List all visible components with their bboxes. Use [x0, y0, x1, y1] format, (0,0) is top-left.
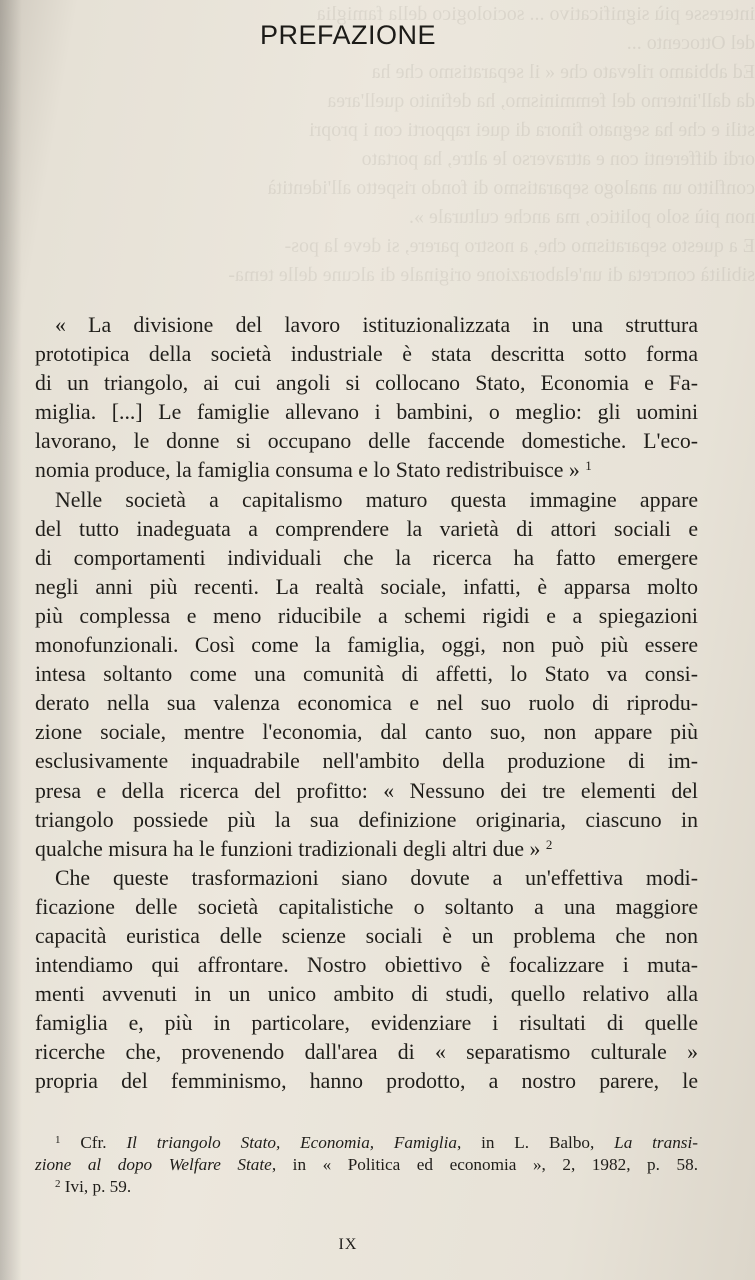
text-line: « La divisione del lavoro istituzionalizzata in una struttura — [55, 313, 698, 337]
footnotes — [35, 1132, 698, 1199]
footnote-ref-2[interactable]: 2 — [545, 836, 553, 852]
footnote-text: , in L. Balbo, — [456, 1133, 615, 1152]
footnote-1-line — [35, 1132, 698, 1154]
footnote-title: Il triangolo Stato, Economia, Famiglia — [126, 1133, 457, 1152]
text-line: lavorano, le donne si occupano delle faccende domestiche. L'eco- — [35, 429, 698, 454]
text-line: capacità euristica delle scienze sociali è un problema che non — [35, 923, 698, 948]
page-title: PREFAZIONE — [259, 20, 437, 50]
footnote-2-line — [35, 1176, 698, 1198]
text-line-content: nomia produce, la famiglia consuma e lo Stato redistribuisce » — [35, 458, 586, 483]
text-line: presa e della ricerca del profitto: « Nessuno dei tre elementi del — [35, 778, 698, 803]
text-line-content: qualche misura ha le funzioni tradizionali degli altri due » — [35, 836, 546, 861]
text-line: Nelle società a capitalismo maturo questa immagine appare — [55, 487, 698, 512]
text-line: Che queste trasformazioni siano dovute a un'effettiva modi- — [55, 865, 698, 890]
paragraph-2 — [35, 486, 698, 864]
text-line: derato nella sua valenza economica e nel suo ruolo di riprodu- — [35, 691, 698, 716]
footnote-title: La transi- — [614, 1133, 698, 1152]
text-line — [35, 456, 698, 485]
bleed-through-text: interesse più significativo ... sociologico della famiglia del Ottocento ... Ed abbiamo rilevato che « il separatismo che ha da dall'interno del femminismo, ha definito quell'area stili e che ha segnato finora di quei rapporti con i propri ordi differenti con e attraverso le altre, ha portato conflitto un analogo separatismo di fondo rispetto all'identità non più solo politico, ma anche culturale ». E a questo separatismo che, a nostro parere, si deve la pos- sibilità concreta di un'elaborazione originale di alcune delle tema- — [228, 3, 755, 286]
text-line: intesa soltanto come una comunità di affetti, lo Stato va consi- — [35, 662, 698, 687]
footnote-ref-1[interactable]: 1 — [585, 458, 592, 474]
footnote-1-line — [35, 1154, 698, 1176]
text-line: ricerche che, provenendo dall'area di « separatismo culturale » — [35, 1040, 698, 1065]
text-line: di un triangolo, ai cui angoli si collocano Stato, Economia e Fa- — [35, 371, 698, 396]
text-line: intendiamo qui affrontare. Nostro obiettivo è focalizzare i muta- — [35, 953, 698, 978]
text-line: del tutto inadeguata a comprendere la varietà di attori sociali e — [35, 516, 698, 541]
text-line: monofunzionali. Così come la famiglia, oggi, non può più essere — [35, 633, 698, 658]
text-line: esclusivamente inquadrabile nell'ambito della produzione di im- — [35, 749, 698, 774]
main-text — [35, 311, 698, 1097]
text-line: prototipica della società industriale è stata descritta sotto forma — [35, 342, 698, 367]
text-line: menti avvenuti in un unico ambito di studi, quello relativo alla — [35, 982, 698, 1007]
footnote-number: 1 — [55, 1134, 61, 1146]
page-number: IX — [338, 1236, 358, 1253]
text-line: propria del femminismo, hanno prodotto, a nostro parere, le — [35, 1069, 698, 1094]
footnote-text: Cfr. — [80, 1133, 127, 1152]
text-line: negli anni più recenti. La realtà sociale, infatti, è apparsa molto — [35, 574, 698, 599]
text-line: triangolo possiede più la sua definizione originaria, ciascuno in — [35, 807, 698, 832]
gutter-shadow — [0, 0, 22, 1280]
text-line: miglia. [...] Le famiglie allevano i bambini, o meglio: gli uomini — [35, 400, 698, 425]
paragraph-3 — [35, 864, 698, 1097]
text-line: di comportamenti individuali che la ricerca ha fatto emergere — [35, 545, 698, 570]
footnote-text: , in « Politica ed economia », 2, 1982, p. 58. — [271, 1155, 698, 1175]
text-line — [35, 835, 698, 864]
paragraph-1 — [35, 311, 698, 486]
footnote-text: Ivi, p. 59. — [64, 1177, 132, 1197]
text-line: ficazione delle società capitalistiche o soltanto a una maggiore — [35, 894, 698, 919]
text-line: zione sociale, mentre l'economia, dal canto suo, non appare più — [35, 720, 698, 745]
text-line: più complessa e meno riducibile a schemi rigidi e a spiegazioni — [35, 603, 698, 628]
footnote-title: zione al dopo Welfare State — [35, 1155, 272, 1175]
text-line: famiglia e, più in particolare, evidenziare i risultati di quelle — [35, 1011, 698, 1036]
footnote-number: 2 — [55, 1178, 61, 1191]
